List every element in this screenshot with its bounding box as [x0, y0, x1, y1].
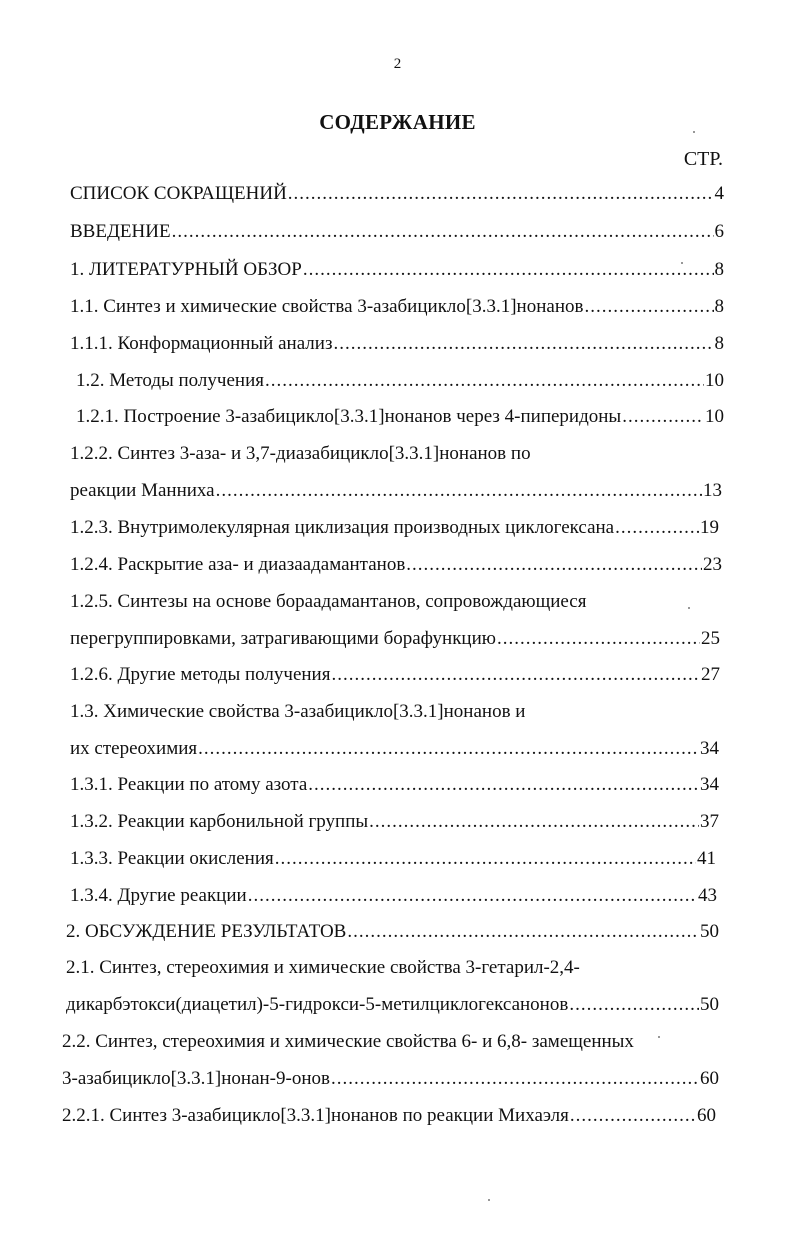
toc-entry	[62, 1029, 728, 1055]
toc-entry-page: 60	[697, 1105, 716, 1126]
leader-dots	[303, 257, 714, 283]
toc-entry	[70, 809, 719, 835]
toc-entry-page: 8	[714, 296, 724, 317]
toc-entry-page: 34	[700, 738, 719, 759]
leader-dots	[172, 219, 714, 245]
toc-entry-text: реакции Манниха	[70, 480, 215, 501]
toc-entry-page: 6	[714, 221, 724, 242]
toc-entry-page: 60	[700, 1068, 719, 1089]
leader-dots	[406, 552, 702, 578]
leader-dots	[615, 515, 699, 541]
scan-speck	[681, 262, 683, 264]
toc-entry-text: СПИСОК СОКРАЩЕНИЙ	[70, 183, 287, 204]
toc-entry-page: 10	[705, 406, 724, 427]
toc-entry	[70, 736, 719, 762]
leader-dots	[288, 181, 714, 207]
toc-entry-page: 37	[700, 811, 719, 832]
toc-entry-page: 50	[700, 994, 719, 1015]
toc-entry-text: 2.1. Синтез, стереохимия и химические свойства 3-гетарил-2,4-	[66, 957, 580, 978]
toc-entry-page: 19	[700, 517, 719, 538]
scan-speck	[488, 1199, 490, 1201]
toc-entry-text: ВВЕДЕНИЕ	[70, 221, 171, 242]
toc-entry-text: 1.1.1. Конформационный анализ	[70, 333, 333, 354]
toc-entry-text: 1.3.4. Другие реакции	[70, 885, 247, 906]
toc-entry-text: 1.2.4. Раскрытие аза- и диазаадамантанов	[70, 554, 406, 575]
toc-entry-text: 1.2.5. Синтезы на основе бораадамантанов, сопровождающиеся	[70, 591, 587, 612]
toc-entry-page: 8	[714, 333, 724, 354]
toc-entry	[70, 331, 724, 357]
toc-entry-page: 10	[705, 370, 724, 391]
leader-dots	[570, 1103, 696, 1129]
toc-entry-text: дикарбэтокси(диацетил)-5-гидрокси-5-метилциклогексанонов	[66, 994, 569, 1015]
toc-entry-page: 50	[700, 921, 719, 942]
leader-dots	[584, 294, 713, 320]
toc-entry	[76, 368, 724, 394]
toc-entry	[76, 404, 724, 430]
toc-entry-page: 25	[701, 628, 720, 649]
toc-entry-text: 2.2.1. Синтез 3-азабицикло[3.3.1]нонанов по реакции Михаэля	[62, 1105, 569, 1126]
leader-dots	[622, 404, 704, 430]
toc-entry	[70, 626, 720, 652]
toc-entry-text: 1.2. Методы получения	[76, 370, 264, 391]
toc-entry	[66, 955, 726, 981]
toc-entry	[70, 257, 724, 283]
toc-entry	[70, 772, 719, 798]
scan-speck	[658, 1036, 660, 1038]
toc-entry-text: перегруппировками, затрагивающими борафункцию	[70, 628, 496, 649]
toc-entry	[70, 883, 717, 909]
leader-dots	[369, 809, 699, 835]
toc-entry-text: 1.2.1. Построение 3-азабицикло[3.3.1]нонанов через 4-пиперидоны	[76, 406, 622, 427]
leader-dots	[198, 736, 699, 762]
toc-entry	[70, 181, 724, 207]
toc-entry-text: 1.1. Синтез и химические свойства 3-азабицикло[3.3.1]нонанов	[70, 296, 584, 317]
page-column-label: СТР.	[683, 148, 723, 170]
toc-entry	[70, 441, 724, 467]
toc-entry-page: 27	[701, 664, 720, 685]
toc-entry	[70, 552, 722, 578]
toc-entry	[70, 294, 724, 320]
toc-entry	[70, 478, 722, 504]
leader-dots	[216, 478, 702, 504]
leader-dots	[275, 846, 696, 872]
toc-entry	[70, 846, 716, 872]
toc-entry-text: 1.3.2. Реакции карбонильной группы	[70, 811, 369, 832]
toc-entry	[70, 589, 724, 615]
leader-dots	[347, 919, 699, 945]
toc-entry-text: 1.2.2. Синтез 3-аза- и 3,7-диазабицикло[3.3.1]нонанов по	[70, 443, 531, 464]
page-number: 2	[393, 56, 402, 72]
leader-dots	[331, 662, 700, 688]
toc-entry	[70, 515, 719, 541]
leader-dots	[248, 883, 697, 909]
leader-dots	[331, 1066, 699, 1092]
leader-dots	[569, 992, 699, 1018]
toc-entry-page: 43	[698, 885, 717, 906]
toc-entry-page: 13	[703, 480, 722, 501]
scan-speck	[693, 131, 695, 133]
leader-dots	[265, 368, 704, 394]
toc-entry-text: 1.3.3. Реакции окисления	[70, 848, 274, 869]
leader-dots	[308, 772, 699, 798]
toc-entry	[62, 1066, 719, 1092]
toc-entry-text: 1.3. Химические свойства 3-азабицикло[3.3.1]нонанов и	[70, 701, 526, 722]
toc-entry-text: 2. ОБСУЖДЕНИЕ РЕЗУЛЬТАТОВ	[66, 921, 347, 942]
toc-entry-text: 1.2.3. Внутримолекулярная циклизация производных циклогексана	[70, 517, 615, 538]
leader-dots	[497, 626, 700, 652]
toc-entry-text: 1.3.1. Реакции по атому азота	[70, 774, 308, 795]
toc-entry-text: 1. ЛИТЕРАТУРНЫЙ ОБЗОР	[70, 259, 302, 280]
toc-entry	[70, 219, 724, 245]
toc-entry	[66, 919, 719, 945]
toc-entry-page: 23	[703, 554, 722, 575]
toc-entry-page: 34	[700, 774, 719, 795]
page-title: СОДЕРЖАНИЕ	[319, 110, 476, 134]
leader-dots	[333, 331, 713, 357]
toc-entry	[70, 662, 720, 688]
toc-entry-text: 1.2.6. Другие методы получения	[70, 664, 331, 685]
toc-entry-page: 4	[714, 183, 724, 204]
toc-entry-text: 3-азабицикло[3.3.1]нонан-9-онов	[62, 1068, 330, 1089]
toc-entry-text: 2.2. Синтез, стереохимия и химические свойства 6- и 6,8- замещенных	[62, 1031, 634, 1052]
toc-entry	[66, 992, 719, 1018]
toc-entry-page: 8	[714, 259, 724, 280]
toc-entry	[62, 1103, 716, 1129]
toc-entry	[70, 699, 724, 725]
toc-entry-text: их стереохимия	[70, 738, 198, 759]
scan-speck	[688, 607, 690, 609]
toc-entry-page: 41	[697, 848, 716, 869]
